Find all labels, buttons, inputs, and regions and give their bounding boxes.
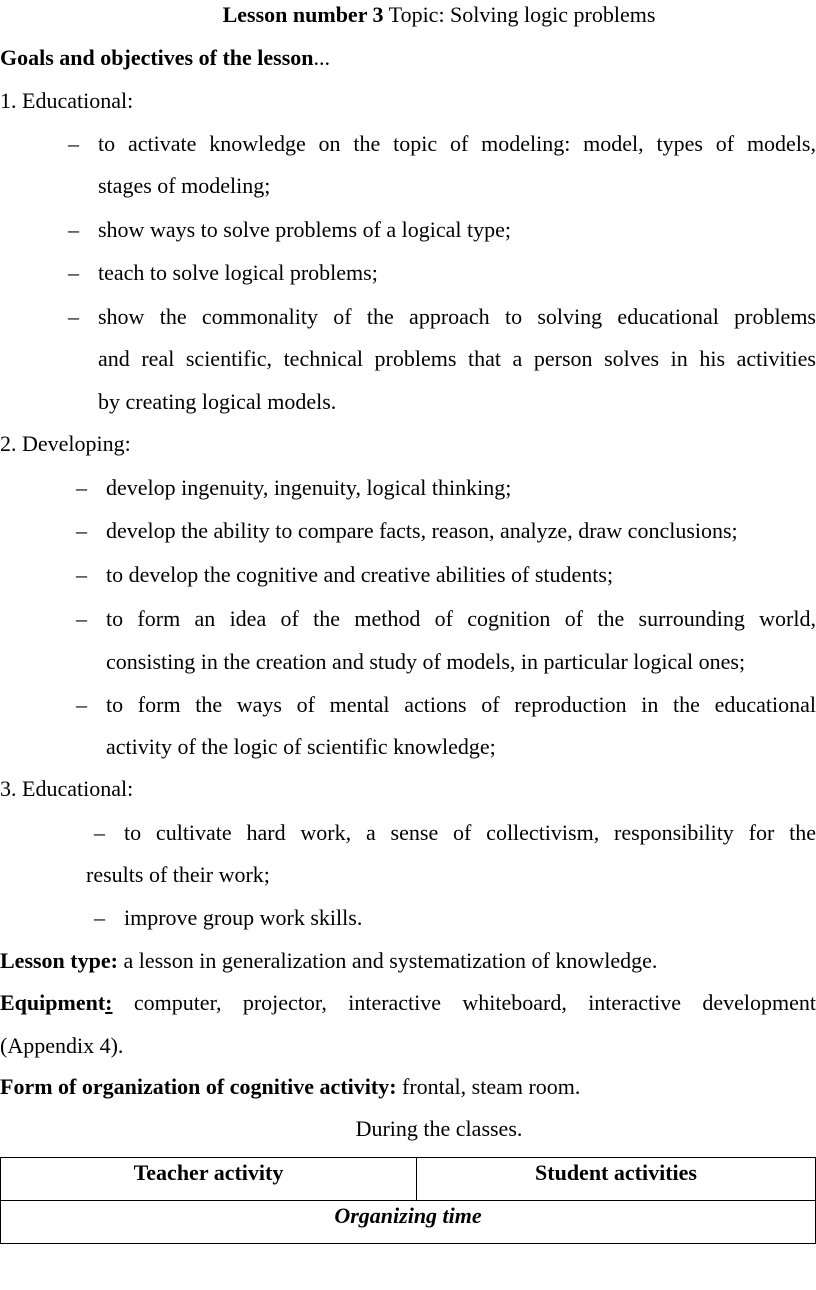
list-item: develop the ability to compare facts, reason, analyze, draw conclusions; xyxy=(106,518,738,543)
list-item: to form the ways of mental actions of reproduction in the educational xyxy=(106,692,816,717)
list-item-cont: activity of the logic of scientific knowledge; xyxy=(106,734,496,759)
table-header-student: Student activities xyxy=(417,1158,816,1201)
lesson-type-label: Lesson type: xyxy=(0,948,118,973)
list-dash: – xyxy=(94,820,105,845)
list-item: show ways to solve problems of a logical type; xyxy=(98,217,512,242)
form-of-organization xyxy=(0,1065,580,1108)
list-dash: – xyxy=(76,518,87,543)
lesson-number: Lesson number 3 xyxy=(222,2,384,27)
table-row xyxy=(1,1201,816,1244)
list-dash: – xyxy=(68,260,79,285)
list-item: develop ingenuity, ingenuity, logical thinking; xyxy=(106,475,512,500)
equipment-cont: (Appendix 4). xyxy=(0,1033,124,1058)
list-item: to activate knowledge on the topic of modeling: model, types of models, xyxy=(98,131,816,156)
lesson-table xyxy=(0,1157,816,1244)
lesson-title xyxy=(0,0,816,36)
list-item: to form an idea of the method of cognition of the surrounding world, xyxy=(106,606,816,631)
equipment-text: computer, projector, interactive whiteboard, interactive development xyxy=(112,990,816,1015)
section-label: 1. Educational: xyxy=(0,88,134,113)
goals-heading xyxy=(0,36,330,79)
lesson-topic: Topic: Solving logic problems xyxy=(383,2,656,27)
section-label: 2. Developing: xyxy=(0,431,131,456)
list-item: to develop the cognitive and creative abilities of students; xyxy=(106,562,614,587)
list-dash: – xyxy=(76,562,87,587)
section-label: 3. Educational: xyxy=(0,776,134,801)
list-item-cont: by creating logical models. xyxy=(98,389,337,414)
lesson-type-text: a lesson in generalization and systematization of knowledge. xyxy=(117,948,658,973)
list-item: show the commonality of the approach to solving educational problems xyxy=(98,304,816,329)
list-item-cont: results of their work; xyxy=(86,862,270,887)
list-item: to cultivate hard work, a sense of collectivism, responsibility for the xyxy=(124,820,816,845)
list-dash: – xyxy=(76,606,87,631)
equipment-label: Equipment xyxy=(0,990,106,1015)
list-dash: – xyxy=(76,692,87,717)
equipment-colon: : xyxy=(105,990,113,1015)
goals-heading-ellipsis: ... xyxy=(313,45,330,70)
list-item-cont: stages of modeling; xyxy=(98,173,271,198)
list-item: teach to solve logical problems; xyxy=(98,260,378,285)
list-dash: – xyxy=(68,304,79,329)
lesson-type xyxy=(0,939,657,982)
list-dash: – xyxy=(68,131,79,156)
list-dash: – xyxy=(68,217,79,242)
list-dash: – xyxy=(94,905,105,930)
table-header-teacher: Teacher activity xyxy=(1,1158,417,1201)
list-item-cont: consisting in the creation and study of models, in particular logical ones; xyxy=(106,649,746,674)
table-row-organizing-time: Organizing time xyxy=(1,1201,816,1244)
list-item-cont: and real scientific, technical problems that a person solves in his activities xyxy=(98,346,816,371)
form-text: frontal, steam room. xyxy=(396,1074,581,1099)
table-header-row xyxy=(1,1158,816,1201)
during-classes: During the classes. xyxy=(355,1116,523,1141)
equipment xyxy=(0,981,816,1024)
form-label: Form of organization of cognitive activity: xyxy=(0,1074,397,1099)
list-item: improve group work skills. xyxy=(124,905,363,930)
goals-heading-label: Goals and objectives of the lesson xyxy=(0,45,314,70)
list-dash: – xyxy=(76,475,87,500)
